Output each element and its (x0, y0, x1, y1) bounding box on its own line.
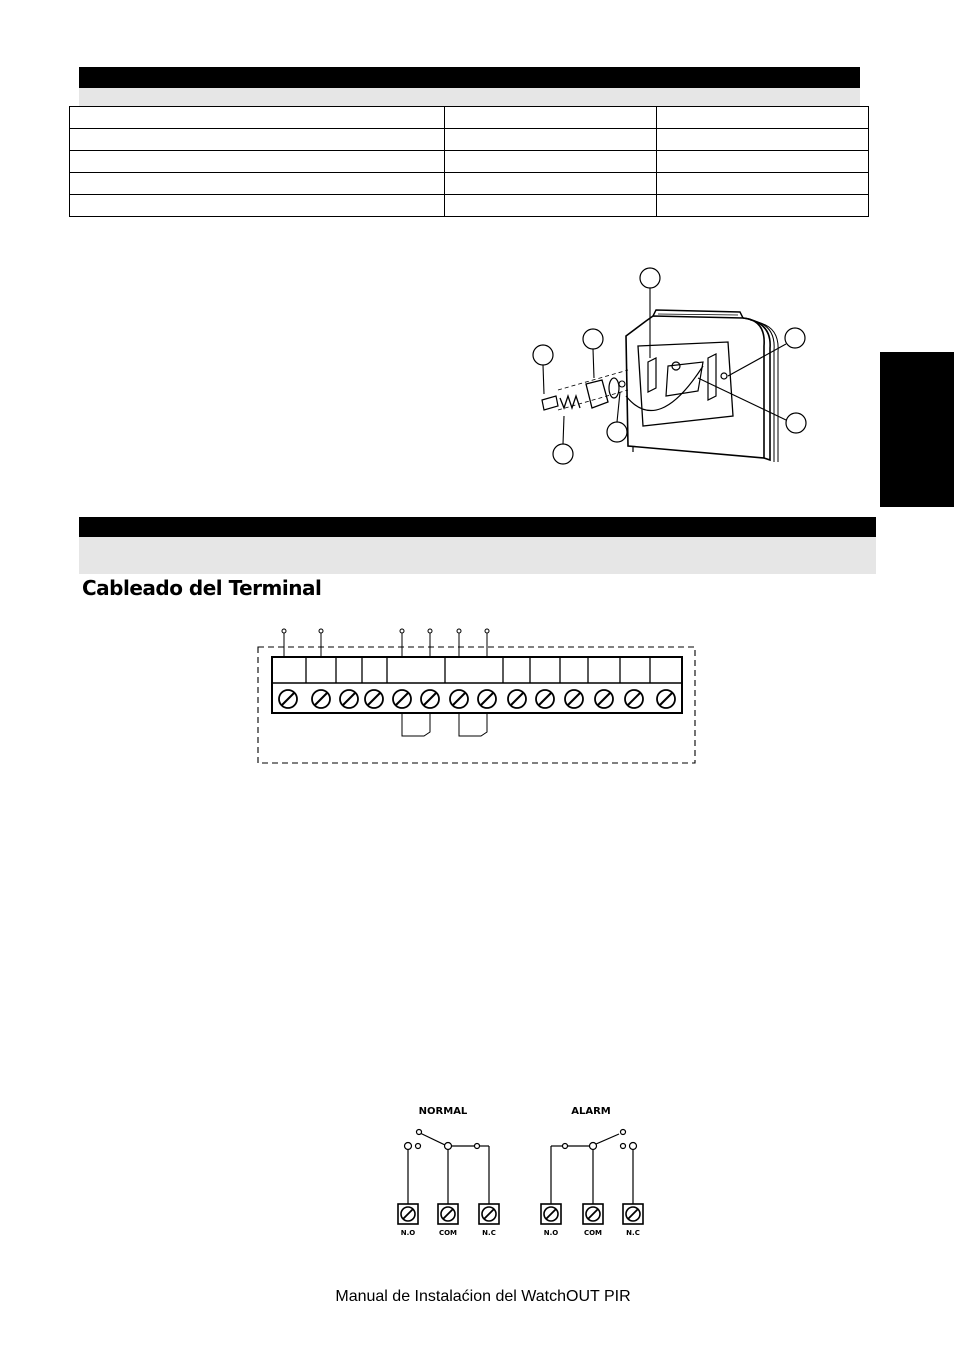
table-row (70, 151, 869, 173)
header-subbar-wiring (79, 537, 876, 574)
section-title: Cableado del Terminal (82, 576, 322, 600)
side-tab (880, 352, 954, 507)
normal-label: NORMAL (418, 1106, 468, 1117)
alarm-no-label: N.O (543, 1229, 559, 1237)
header-subbar-top (79, 88, 860, 106)
table-row (70, 173, 869, 195)
header-bar-wiring (79, 517, 876, 537)
alarm-label: ALARM (571, 1106, 611, 1117)
relay-state-diagram (385, 1100, 655, 1245)
normal-nc-label: N.C (482, 1229, 496, 1237)
normal-no-label: N.O (400, 1229, 416, 1237)
table-row (70, 107, 869, 129)
header-bar-top (79, 67, 860, 88)
page-footer: Manual de Instalaćion del WatchOUT PIR (335, 1288, 631, 1305)
bracket-mounting-illustration (528, 266, 818, 476)
table-row (70, 129, 869, 151)
alarm-com-label: COM (583, 1229, 603, 1237)
terminal-block-diagram (256, 626, 698, 766)
spec-table (69, 106, 869, 217)
alarm-nc-label: N.C (626, 1229, 640, 1237)
normal-com-label: COM (438, 1229, 458, 1237)
table-row (70, 195, 869, 217)
